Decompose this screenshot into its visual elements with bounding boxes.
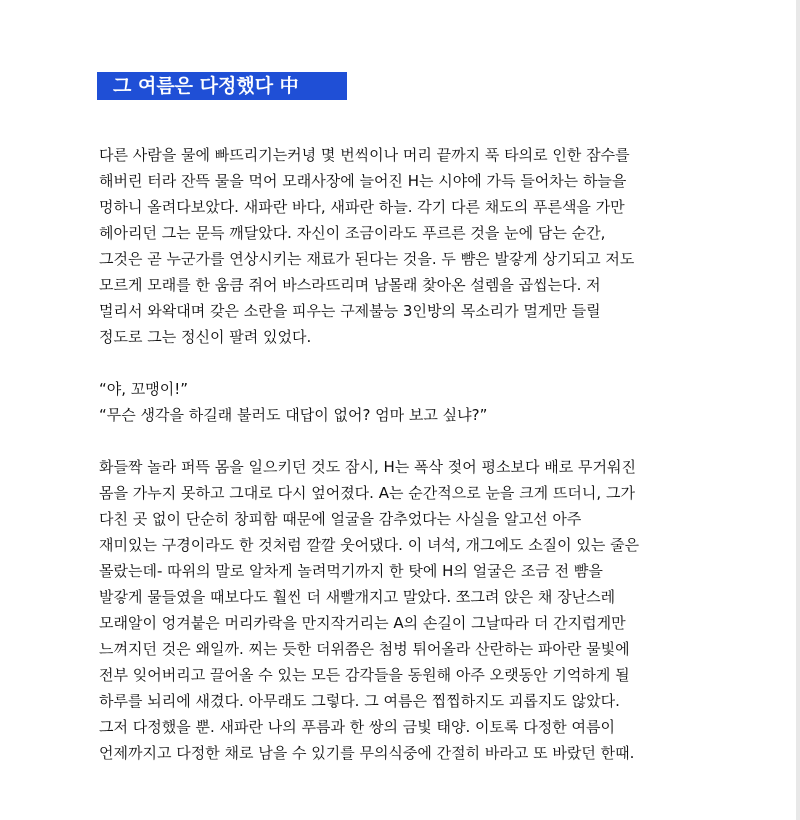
text-line: 하루를 뇌리에 새겼다. 아무래도 그렇다. 그 여름은 찝찝하지도 괴롭지도 않았다. bbox=[99, 692, 620, 710]
story-body bbox=[99, 142, 739, 766]
text-line: 전부 잊어버리고 끌어올 수 있는 모든 감각들을 동원해 아주 오랫동안 기억하게 될 bbox=[99, 666, 630, 684]
text-line: 해버린 터라 잔뜩 물을 먹어 모래사장에 늘어진 H는 시야에 가득 들어차는 하늘을 bbox=[99, 172, 627, 190]
text-line: 몸을 가누지 못하고 그대로 다시 엎어졌다. A는 순간적으로 눈을 크게 뜨더니, 그가 bbox=[99, 484, 635, 502]
text-line: 그저 다정했을 뿐. 새파란 나의 푸름과 한 쌍의 금빛 태양. 이토록 다정한 여름이 bbox=[99, 718, 615, 736]
text-line: 재미있는 구경이라도 한 것처럼 깔깔 웃어댔다. 이 녀석, 개그에도 소질이 있는 줄은 bbox=[99, 536, 640, 554]
text-line: 멍하니 올려다보았다. 새파란 바다, 새파란 하늘. 각기 다른 채도의 푸른색을 가만 bbox=[99, 198, 625, 216]
dialogue-line: “무슨 생각을 하길래 불러도 대답이 없어? 엄마 보고 싶냐?” bbox=[99, 406, 488, 424]
text-line: 다른 사람을 물에 빠뜨리기는커녕 몇 번씩이나 머리 끝까지 푹 타의로 인한 잠수를 bbox=[99, 146, 630, 164]
text-line: 느껴지던 것은 왜일까. 찌는 듯한 더위쯤은 첨벙 튀어올라 산란하는 파아란 물빛에 bbox=[99, 640, 630, 658]
text-line: 정도로 그는 정신이 팔려 있었다. bbox=[99, 328, 312, 346]
paragraph-gap bbox=[99, 428, 739, 454]
text-line: 몰랐는데- 따위의 말로 알차게 놀려먹기까지 한 탓에 H의 얼굴은 조금 전 뺨을 bbox=[99, 562, 603, 580]
text-line: 헤아리던 그는 문득 깨달았다. 자신이 조금이라도 푸르른 것을 눈에 담는 순간, bbox=[99, 224, 606, 242]
text-line: 발갛게 물들였을 때보다도 훨씬 더 새빨개지고 말았다. 쪼그려 앉은 채 장난스레 bbox=[99, 588, 616, 606]
text-line: 언제까지고 다정한 채로 남을 수 있기를 무의식중에 간절히 바라고 또 바랐던 한때. bbox=[99, 744, 635, 762]
title-banner: 그 여름은 다정했다 中 bbox=[97, 72, 347, 100]
text-line: 화들짝 놀라 퍼뜩 몸을 일으키던 것도 잠시, H는 폭삭 젖어 평소보다 배로 무거워진 bbox=[99, 458, 636, 476]
text-line: 멀리서 와왁대며 갖은 소란을 피우는 구제불능 3인방의 목소리가 멀게만 들릴 bbox=[99, 302, 601, 320]
paragraph-gap bbox=[99, 350, 739, 376]
paragraph-3 bbox=[99, 454, 739, 766]
paragraph-2-dialogue bbox=[99, 376, 739, 428]
text-line: 그것은 곧 누군가를 연상시키는 재료가 된다는 것을. 두 뺨은 발갛게 상기되고 저도 bbox=[99, 250, 635, 268]
text-line: 다친 곳 없이 단순히 창피함 때문에 얼굴을 감추었다는 사실을 알고선 아주 bbox=[99, 510, 582, 528]
page-edge bbox=[796, 0, 800, 820]
dialogue-line: “야, 꼬맹이!” bbox=[99, 380, 189, 398]
text-line: 모르게 모래를 한 움큼 쥐어 바스라뜨리며 남몰래 찾아온 설렘을 곱씹는다. 저 bbox=[99, 276, 601, 294]
text-line: 모래알이 엉겨붙은 머리카락을 만지작거리는 A의 손길이 그날따라 더 간지럽게만 bbox=[99, 614, 626, 632]
paragraph-1 bbox=[99, 142, 739, 350]
